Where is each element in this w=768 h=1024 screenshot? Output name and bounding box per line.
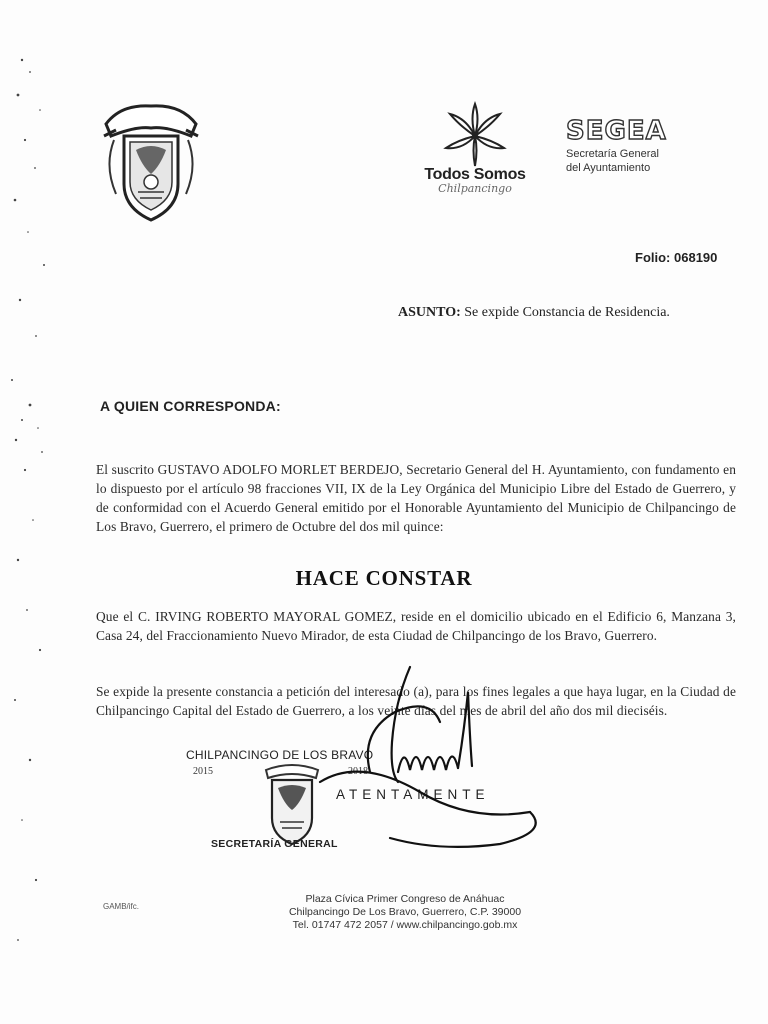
todos-somos-logo (410, 100, 540, 220)
folio-value: 068190 (674, 250, 718, 265)
folio-number (635, 250, 717, 265)
scan-noise (0, 0, 60, 1024)
document-heading: HACE CONSTAR (295, 566, 473, 590)
office-name: SECRETARÍA GENERAL (211, 838, 338, 850)
stamp-city: CHILPANCINGO DE LOS BRAVO (186, 748, 374, 762)
folio-label: Folio: (635, 250, 671, 265)
segea-wordmark: SEGEA (566, 116, 667, 146)
greeting: A QUIEN CORRESPONDA: (100, 398, 281, 414)
issuance-paragraph: Se expide la presente constancia a petición del interesado (a), para los fines legales a que haya lugar, en la Ciudad de Chilpancingo Capital del Estado de Guerrero, a los veinte días del mes de abril del año dos mil dieciséis. (96, 684, 736, 718)
segea-logo (566, 116, 706, 174)
footer-line-1: Plaza Cívica Primer Congreso de Anáhuac (305, 893, 505, 905)
initials: GAMB/ifc. (103, 902, 140, 911)
subject-line (398, 305, 670, 321)
stamp-year-end: 2018 (348, 766, 368, 777)
residence-paragraph: Que el C. IRVING ROBERTO MAYORAL GOMEZ, reside en el domicilio ubicado en el Edificio 6, Manzana 3, Casa 24, del Fraccionamiento Nuevo Mirador, de esta Ciudad de Chilpancingo de los Bravo, Guerrero. (96, 609, 736, 643)
footer-line-3: Tel. 01747 472 2057 / www.chilpancingo.gob.mx (292, 919, 518, 931)
footer-line-2: Chilpancingo De Los Bravo, Guerrero, C.P. 39000 (288, 906, 522, 918)
subject-label: ASUNTO: (398, 305, 461, 320)
subject-text: Se expide Constancia de Residencia. (464, 305, 670, 320)
official-stamp-crest (236, 758, 348, 848)
stamp-year-start: 2015 (193, 766, 213, 777)
intro-paragraph: El suscrito GUSTAVO ADOLFO MORLET BERDEJO, Secretario General del H. Ayuntamiento, con fundamento en lo dispuesto por el artículo 98 fracciones VII, IX de la Ley Orgánica del Municipio Libre del Estado de Guerrero, y de conformidad con el Acuerdo General emitido por el Honorable Ayuntamiento del Municipio de Chilpancingo de Los Bravo, Guerrero, el primero de Octubre del dos mil quince: (96, 462, 736, 534)
segea-subtitle-1: Secretaría General (566, 148, 659, 160)
municipal-crest-logo (96, 96, 206, 226)
footer-address (270, 893, 540, 932)
todos-somos-text: Todos Somos (424, 166, 526, 183)
flower-icon (440, 100, 510, 170)
closing-atentamente: ATENTAMENTE (336, 787, 490, 802)
segea-subtitle-2: del Ayuntamiento (566, 162, 651, 174)
chilpancingo-script: Chilpancingo (438, 182, 512, 195)
